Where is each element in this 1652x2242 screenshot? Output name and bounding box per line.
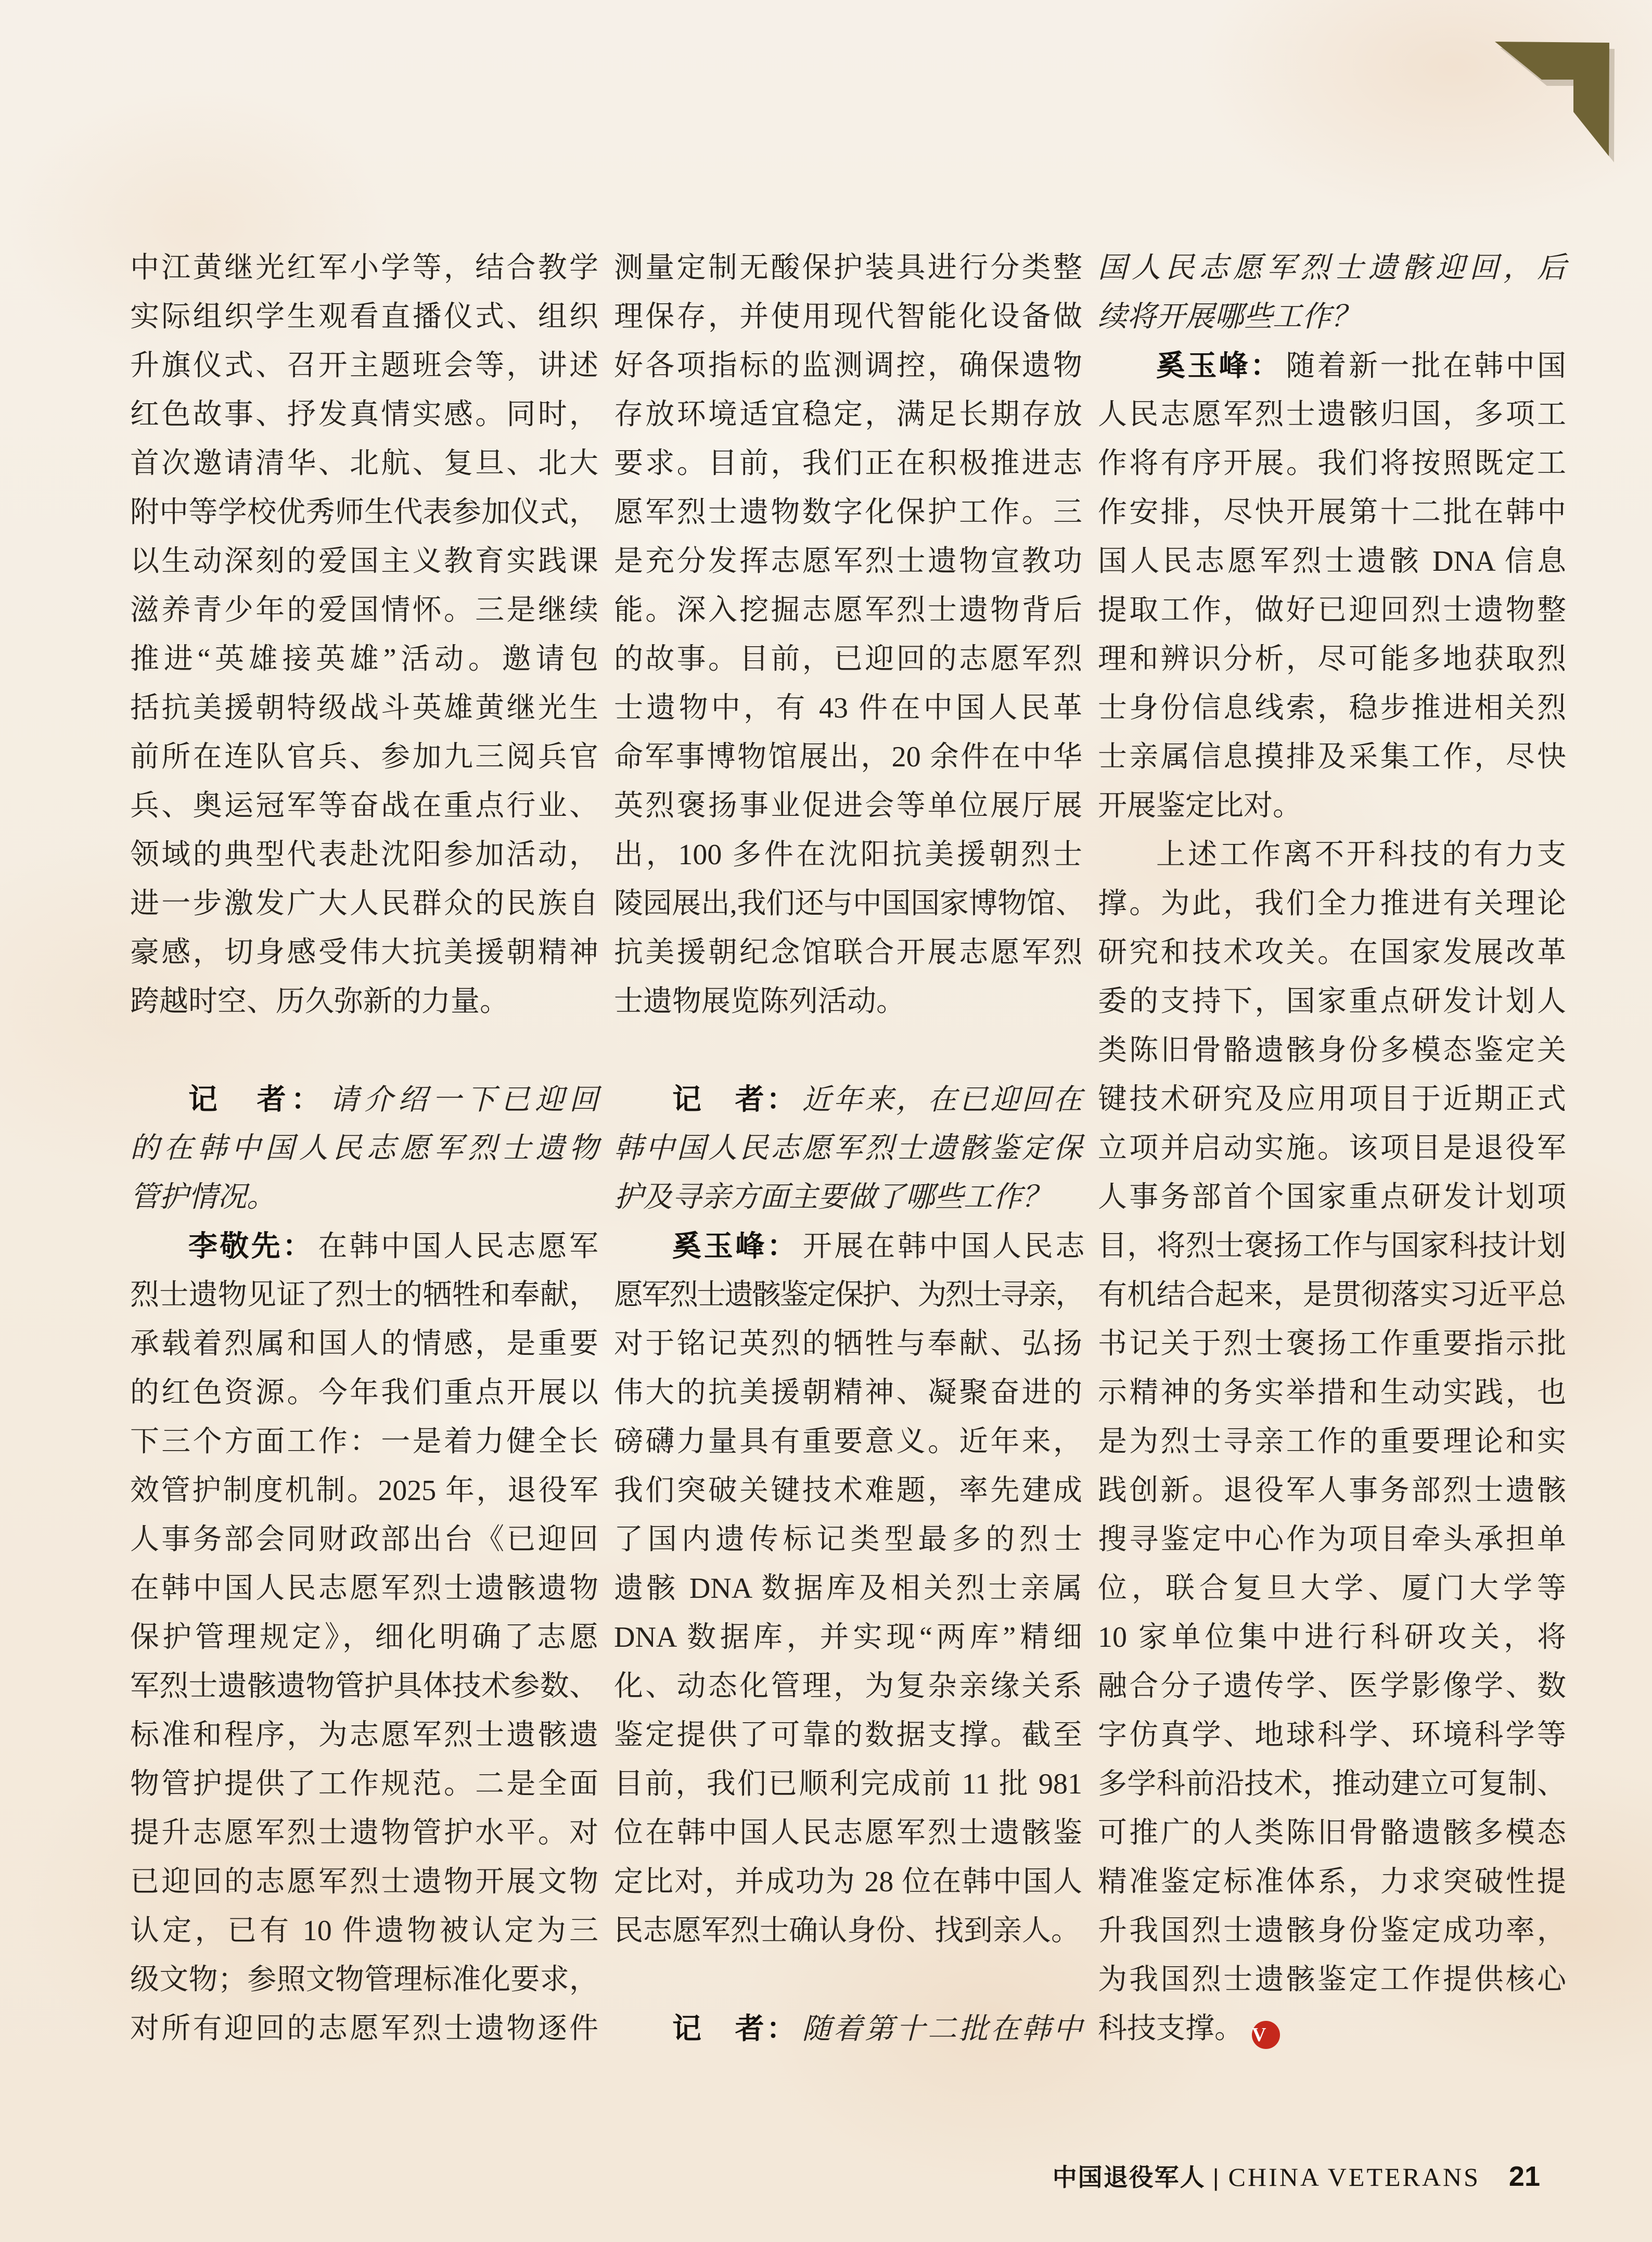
text-line: 测量定制无酸保护装具进行分类整 (614, 252, 1082, 284)
magazine-title-en: CHINA VETERANS (1228, 2162, 1480, 2192)
text-line: 撑。为此，我们全力推进有关理论 (1098, 888, 1566, 920)
text-line: 化、动态化管理，为复杂亲缘关系 (614, 1670, 1082, 1702)
text-line: 存放环境适宜稳定，满足长期存放 (614, 399, 1082, 431)
speaker-label: 奚玉峰： (1156, 349, 1282, 382)
text-line: 升旗仪式、召开主题班会等，讲述 (130, 350, 598, 382)
text-line: 附中等学校优秀师生代表参加仪式， (130, 496, 598, 529)
paragraph-block (1098, 341, 1566, 830)
text-line: 级文物；参照文物管理标准化要求， (130, 1964, 598, 1996)
text-line: 理和辨识分析，尽可能多地获取烈 (1098, 643, 1566, 675)
speaker-label: 李敬先： (188, 1229, 314, 1262)
text-line: 10 家单位集中进行科研攻关，将 (1098, 1621, 1566, 1654)
text-line: 以生动深刻的爱国主义教育实践课 (130, 545, 598, 578)
page-number: 21 (1508, 2161, 1540, 2192)
text-line: 保护管理规定》，细化明确了志愿 (130, 1621, 598, 1654)
text-line: 对于铭记英烈的牺牲与奉献、弘扬 (614, 1328, 1082, 1360)
text-line: 兵、奥运冠军等奋战在重点行业、 (130, 790, 598, 822)
text-line: 记 者： 请介绍一下已迎回 (188, 1083, 599, 1116)
corner-fold-icon (1467, 0, 1652, 182)
text-line: 升我国烈士遗骸身份鉴定成功率， (1098, 1915, 1566, 1947)
text-line: 为我国烈士遗骸鉴定工作提供核心 (1098, 1964, 1566, 1996)
text-line: 书记关于烈士褒扬工作重要指示批 (1098, 1328, 1566, 1360)
text-line: 国人民志愿军烈士遗骸 DNA 信息 (1098, 545, 1567, 578)
paragraph-block (614, 2004, 1082, 2053)
text-line: 记 者： 随着第十二批在韩中 (672, 2012, 1083, 2045)
text-line: 认定，已有 10 件遗物被认定为三 (130, 1915, 598, 1947)
paragraph-block (614, 1075, 1082, 1222)
page-footer (1053, 2158, 1540, 2195)
text-line: 士遗物展览陈列活动。 (614, 985, 905, 1018)
text-line: 要求。目前，我们正在积极推进志 (614, 447, 1082, 480)
text-line: 记 者： 近年来，在已迎回在 (672, 1083, 1083, 1116)
text-line: 示精神的务实举措和生动实践，也 (1098, 1377, 1566, 1409)
speaker-label: 记 者： (672, 2012, 798, 2045)
text-line: 士身份信息线索，稳步推进相关烈 (1098, 692, 1566, 724)
text-line: 韩中国人民志愿军烈士遗骸鉴定保 (614, 1132, 1082, 1164)
paragraph-block (130, 1075, 598, 1222)
paragraph-block (1098, 244, 1566, 341)
text-line: 领域的典型代表赴沈阳参加活动， (130, 839, 598, 871)
text-line: 理保存，并使用现代智能化设备做 (614, 301, 1082, 333)
text-line: 目前，我们已顺利完成前 11 批 981 (614, 1768, 1082, 1800)
text-line: 人民志愿军烈士遗骸归国，多项工 (1098, 399, 1566, 431)
text-line: 推进“英雄接英雄”活动。邀请包 (130, 643, 598, 675)
text-line: 国人民志愿军烈士遗骸迎回，后 (1098, 252, 1566, 284)
text-line: 的在韩中国人民志愿军烈士遗物 (130, 1132, 598, 1164)
column-3 (1098, 244, 1566, 2053)
column-2 (614, 244, 1082, 2053)
text-line: 多学科前沿技术，推动建立可复制、 (1098, 1768, 1566, 1800)
text-line: 滋养青少年的爱国情怀。三是继续 (130, 594, 598, 626)
text-line: 人事务部首个国家重点研发计划项 (1098, 1181, 1566, 1213)
text-line: 物管护提供了工作规范。二是全面 (130, 1768, 598, 1800)
text-line: 命军事博物馆展出，20 余件在中华 (614, 741, 1082, 773)
text-line: 鉴定提供了可靠的数据支撑。截至 (614, 1719, 1082, 1751)
text-line: 伟大的抗美援朝精神、凝聚奋进的 (614, 1377, 1082, 1409)
text-line: 我们突破关键技术难题，率先建成 (614, 1475, 1082, 1507)
text-line: 上述工作离不开科技的有力支 (1156, 839, 1566, 871)
text-line: 提升志愿军烈士遗物管护水平。对 (130, 1817, 598, 1849)
text-line: 人事务部会同财政部出台《已迎回 (130, 1523, 598, 1556)
paragraph-block (614, 244, 1082, 1026)
text-line: 在韩中国人民志愿军烈士遗骸遗物 (130, 1572, 598, 1605)
text-line: 的故事。目前，已迎回的志愿军烈 (614, 643, 1082, 675)
text-line: 豪感，切身感受伟大抗美援朝精神 (130, 937, 598, 969)
text-line: 能。深入挖掘志愿军烈士遗物背后 (614, 594, 1082, 626)
text-line: 立项并启动实施。该项目是退役军 (1098, 1132, 1566, 1164)
text-line: 目，将烈士褒扬工作与国家科技计划 (1098, 1230, 1566, 1262)
text-line: 类陈旧骨骼遗骸身份多模态鉴定关 (1098, 1034, 1566, 1067)
text-line: 进一步激发广大人民群众的民族自 (130, 888, 598, 920)
speaker-label: 奚玉峰： (672, 1229, 799, 1262)
text-line: 对所有迎回的志愿军烈士遗物逐件 (130, 2013, 598, 2045)
text-line: 开展鉴定比对。 (1098, 790, 1302, 822)
text-line: 标准和程序，为志愿军烈士遗骸遗 (130, 1719, 598, 1751)
text-line: 好各项指标的监测调控，确保遗物 (614, 350, 1082, 382)
text-line: 管护情况。 (130, 1181, 276, 1213)
text-line: 是充分发挥志愿军烈士遗物宣教功 (614, 545, 1082, 578)
text-line: 跨越时空、历久弥新的力量。 (130, 985, 509, 1018)
text-line: 定比对，并成功为 28 位在韩中国人 (614, 1866, 1082, 1898)
text-line: 陵园展出,我们还与中国国家博物馆、 (614, 888, 1082, 920)
text-line: 烈士遗物见证了烈士的牺牲和奉献， (130, 1279, 598, 1311)
text-line: 可推广的人类陈旧骨骼遗骸多模态 (1098, 1817, 1566, 1849)
text-line: 承载着烈属和国人的情感，是重要 (130, 1328, 598, 1360)
text-line: 是为烈士寻亲工作的重要理论和实 (1098, 1426, 1566, 1458)
text-line: 首次邀请清华、北航、复旦、北大 (130, 447, 598, 480)
text-line: 键技术研究及应用项目于近期正式 (1098, 1083, 1566, 1116)
text-line: 奚玉峰： 开展在韩中国人民志 (672, 1229, 1083, 1263)
paragraph-block (614, 1222, 1082, 1955)
text-line: 提取工作，做好已迎回烈士遗物整 (1098, 594, 1566, 626)
text-line: 愿军烈士遗物数字化保护工作。三 (614, 496, 1082, 529)
article-end-mark-v-icon: V (1252, 2021, 1280, 2049)
text-line: 奚玉峰： 随着新一批在韩中国 (1156, 349, 1567, 382)
text-line: 续将开展哪些工作？ (1098, 301, 1360, 333)
text-line: 的红色资源。今年我们重点开展以 (130, 1377, 598, 1409)
text-line: 委的支持下，国家重点研发计划人 (1098, 985, 1566, 1018)
footer-divider: | (1212, 2164, 1219, 2191)
text-line: 字仿真学、地球科学、环境科学等 (1098, 1719, 1566, 1751)
text-line: 研究和技术攻关。在国家发展改革 (1098, 937, 1566, 969)
text-line: 中江黄继光红军小学等，结合教学 (130, 252, 598, 284)
text-line: 效管护制度机制。2025 年，退役军 (130, 1475, 598, 1507)
text-line: 磅礴力量具有重要意义。近年来， (614, 1426, 1082, 1458)
text-line: 精准鉴定标准体系，力求突破性提 (1098, 1866, 1566, 1898)
column-1 (130, 244, 598, 2053)
paragraph-block (1098, 830, 1566, 2053)
text-line: 出，100 多件在沈阳抗美援朝烈士 (614, 839, 1082, 871)
text-line: 已迎回的志愿军烈士遗物开展文物 (130, 1866, 598, 1898)
text-line: 有机结合起来，是贯彻落实习近平总 (1098, 1279, 1566, 1311)
text-line: 作安排，尽快开展第十二批在韩中 (1098, 496, 1566, 529)
text-line: 了国内遗传标记类型最多的烈士 (614, 1523, 1082, 1556)
text-line: 下三个方面工作：一是着力健全长 (130, 1426, 598, 1458)
paragraph-block (130, 244, 598, 1026)
text-line: 愿军烈士遗骸鉴定保护、为烈士寻亲， (614, 1279, 1082, 1311)
magazine-title-cn: 中国退役军人 (1052, 2163, 1206, 2191)
article-columns (130, 244, 1566, 2053)
text-line: 融合分子遗传学、医学影像学、数 (1098, 1670, 1566, 1702)
text-line: 民志愿军烈士确认身份、找到亲人。 (614, 1915, 1080, 1947)
text-line: 遗骸 DNA 数据库及相关烈士亲属 (614, 1572, 1082, 1605)
text-line: 士亲属信息摸排及采集工作，尽快 (1098, 741, 1566, 773)
text-line: 英烈褒扬事业促进会等单位展厅展 (614, 790, 1082, 822)
text-line: 护及寻亲方面主要做了哪些工作？ (614, 1181, 1051, 1213)
paragraph-block (130, 1222, 598, 2053)
text-line: 李敬先： 在韩中国人民志愿军 (188, 1229, 599, 1263)
text-line: 抗美援朝纪念馆联合开展志愿军烈 (614, 937, 1082, 969)
text-line: 作将有序开展。我们将按照既定工 (1098, 447, 1566, 480)
text-line: 搜寻鉴定中心作为项目牵头承担单 (1098, 1523, 1566, 1556)
speaker-label: 记 者： (188, 1083, 326, 1116)
text-line: 军烈士遗骸遗物管护具体技术参数、 (130, 1670, 598, 1702)
text-line: 践创新。退役军人事务部烈士遗骸 (1098, 1475, 1566, 1507)
text-line: 前所在连队官兵、参加九三阅兵官 (130, 741, 598, 773)
text-line: 科技支撑。 V (1098, 2004, 1566, 2053)
text-line: 位在韩中国人民志愿军烈士遗骸鉴 (614, 1817, 1082, 1849)
text-line: 位，联合复旦大学、厦门大学等 (1098, 1572, 1566, 1605)
text-line: DNA 数据库，并实现“两库”精细 (614, 1621, 1082, 1654)
text-line: 红色故事、抒发真情实感。同时， (130, 399, 598, 431)
speaker-label: 记 者： (672, 1083, 798, 1116)
text-line: 实际组织学生观看直播仪式、组织 (130, 301, 598, 333)
text-line: 括抗美援朝特级战斗英雄黄继光生 (130, 692, 598, 724)
text-line: 士遗物中，有 43 件在中国人民革 (614, 692, 1082, 724)
